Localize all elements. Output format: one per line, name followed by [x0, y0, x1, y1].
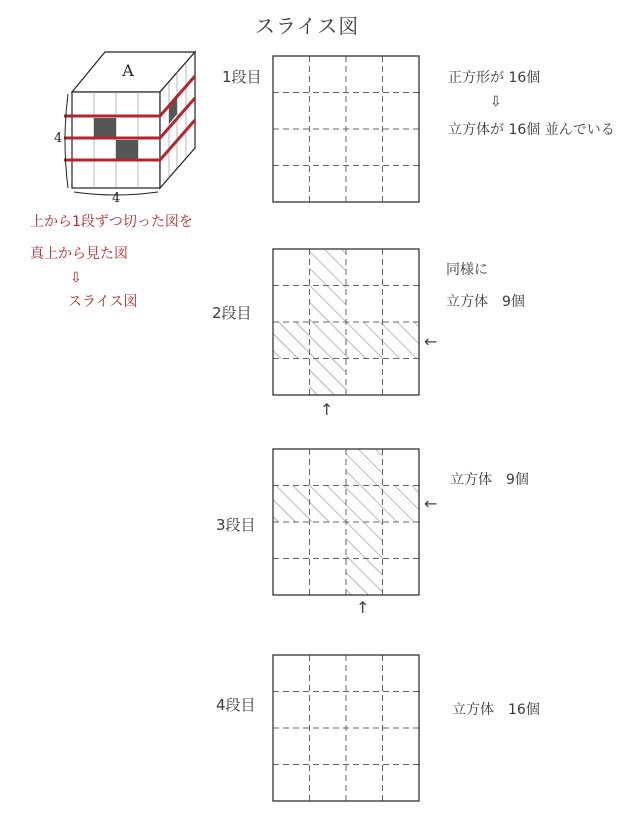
layer-4-label: 4段目 [216, 696, 256, 714]
layer-1-grid [272, 55, 420, 203]
layer-1-label: 1段目 [222, 68, 262, 86]
layer-2-label: 2段目 [212, 304, 252, 322]
layer-2-col-arrow: ↑ [320, 400, 334, 419]
cube-face-label: A [122, 61, 134, 80]
shaded-cell [346, 486, 383, 523]
shaded-cell [310, 249, 347, 286]
caption-line2: 真上から見た図 [30, 246, 128, 262]
layer-1-note-3: 立方体が 16個 並んでいる [448, 122, 615, 138]
shaded-cell [310, 359, 347, 396]
shaded-cell [346, 522, 383, 559]
layer-3-grid [272, 448, 420, 596]
layer-4-note-1: 立方体 16個 [452, 702, 540, 718]
cube-dim-left: 4 [54, 131, 63, 146]
layer-3-col-arrow: ↑ [356, 598, 370, 617]
shaded-cell [383, 322, 420, 359]
cube-dim-bottom: 4 [112, 191, 121, 202]
caption-line1: 上から1段ずつ切った図を [30, 214, 193, 230]
layer-2-note-2: 立方体 9個 [446, 294, 525, 310]
layer-2-row-arrow: ← [424, 332, 438, 351]
layer-3-row-arrow: ← [424, 494, 438, 513]
caption-arrow: ⇩ [70, 270, 82, 286]
shaded-cell [310, 486, 347, 523]
layer-3-note-1: 立方体 9個 [450, 472, 529, 488]
shaded-cell [383, 486, 420, 523]
shaded-cell [273, 486, 310, 523]
hole-square [116, 140, 138, 160]
layer-2-grid [272, 248, 420, 396]
hole-square [94, 118, 116, 138]
page-title: スライス図 [255, 14, 360, 38]
shaded-cell [310, 322, 347, 359]
layer-2-note-1: 同様に [446, 262, 488, 278]
layer-1-note-1: 正方形が 16個 [448, 70, 541, 86]
shaded-cell [346, 449, 383, 486]
layer-4-grid [272, 654, 420, 802]
shaded-cell [273, 322, 310, 359]
layer-3-label: 3段目 [216, 516, 256, 534]
caption-line3: スライス図 [68, 294, 138, 310]
shaded-cell [346, 322, 383, 359]
shaded-cell [346, 559, 383, 596]
layer-1-note-2: ⇩ [490, 94, 502, 110]
cube-illustration [50, 42, 210, 202]
shaded-cell [310, 286, 347, 323]
